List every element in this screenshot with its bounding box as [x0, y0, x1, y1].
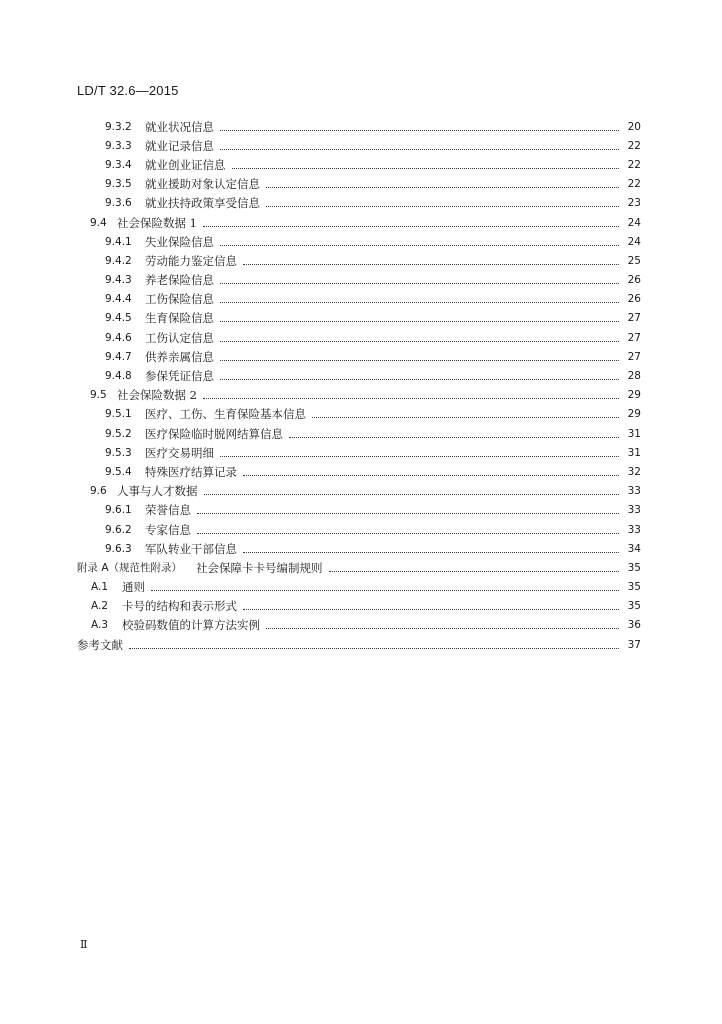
- toc-entry-page: 37: [627, 638, 641, 651]
- toc-entry[interactable]: [0, 635, 722, 654]
- dot-leader: [220, 282, 619, 284]
- toc-entry[interactable]: [0, 443, 722, 462]
- toc-entry-number: 9.4: [90, 216, 107, 229]
- toc-entry[interactable]: [0, 520, 722, 539]
- dot-leader: [243, 608, 619, 610]
- toc-entry-number: 9.5.2: [105, 427, 132, 440]
- toc-entry-page: 36: [627, 619, 641, 632]
- toc-entry[interactable]: [0, 347, 722, 366]
- toc-entry[interactable]: [0, 366, 722, 385]
- dot-leader: [289, 436, 619, 438]
- toc-entry[interactable]: [0, 482, 722, 501]
- toc-entry-title: 工伤保险信息: [145, 292, 214, 307]
- toc-entry-page: 35: [627, 600, 641, 613]
- toc-entry-number: 9.5.1: [105, 408, 132, 421]
- toc-entry-page: 33: [627, 485, 641, 498]
- toc-entry-title: 就业创业证信息: [145, 157, 226, 172]
- toc-entry-page: 34: [627, 542, 641, 555]
- toc-entry-page: 23: [627, 197, 641, 210]
- toc-entry-number: 9.4.8: [105, 370, 132, 383]
- toc-entry[interactable]: [0, 424, 722, 443]
- dot-leader: [220, 359, 619, 361]
- toc-entry-number: 9.4.1: [105, 235, 132, 248]
- toc-entry-title: 荣誉信息: [145, 503, 191, 518]
- toc-entry-page: 33: [627, 523, 641, 536]
- dot-leader: [220, 301, 619, 303]
- toc-entry-number: 9.4.3: [105, 274, 132, 287]
- toc-entry-page: 24: [627, 216, 641, 229]
- toc-entry-page: 31: [627, 446, 641, 459]
- dot-leader: [197, 532, 619, 534]
- toc-entry-title: 医疗保险临时脱网结算信息: [145, 426, 283, 441]
- toc-entry-title: 专家信息: [145, 522, 191, 537]
- toc-entry-title: 就业状况信息: [145, 119, 214, 134]
- toc-entry-page: 27: [627, 350, 641, 363]
- toc-entry-title: 工伤认定信息: [145, 330, 214, 345]
- toc-entry[interactable]: [0, 578, 722, 597]
- dot-leader: [312, 416, 619, 418]
- page-number-footer: Ⅱ: [80, 939, 88, 951]
- toc-entry-number: 9.3.3: [105, 139, 132, 152]
- dot-leader: [266, 205, 619, 207]
- toc-entry[interactable]: [0, 597, 722, 616]
- toc-entry-number: 9.5.4: [105, 465, 132, 478]
- toc-entry-number: 9.3.2: [105, 120, 132, 133]
- toc-entry[interactable]: [0, 251, 722, 270]
- toc-entry[interactable]: [0, 213, 722, 232]
- dot-leader: [220, 378, 619, 380]
- dot-leader: [266, 186, 619, 188]
- toc-entry-title: 医疗、工伤、生育保险基本信息: [145, 407, 306, 422]
- dot-leader: [243, 551, 619, 553]
- toc-entry-number: 9.4.5: [105, 312, 132, 325]
- dot-leader: [220, 340, 619, 342]
- toc-entry-page: 22: [627, 178, 641, 191]
- toc-entry[interactable]: [0, 501, 722, 520]
- toc-entry-page: 32: [627, 465, 641, 478]
- toc-entry-number: 9.5.3: [105, 446, 132, 459]
- toc-entry[interactable]: [0, 175, 722, 194]
- toc-entry-title: 社会保障卡卡号编制规则: [196, 560, 323, 575]
- dot-leader: [203, 397, 619, 399]
- toc-entry-title: 军队转业干部信息: [145, 541, 237, 556]
- toc-entry-page: 35: [627, 581, 641, 594]
- dot-leader: [243, 263, 619, 265]
- dot-leader: [220, 148, 619, 150]
- toc-entry[interactable]: [0, 539, 722, 558]
- toc-entry-page: 27: [627, 312, 641, 325]
- dot-leader: [243, 474, 619, 476]
- toc-entry[interactable]: [0, 328, 722, 347]
- document-code-header: LD/T 32.6—2015: [77, 83, 179, 98]
- toc-entry[interactable]: [0, 462, 722, 481]
- toc-entry-page: 20: [627, 120, 641, 133]
- toc-entry-title: 社会保险数据 2: [117, 388, 197, 403]
- toc-entry-title: 参考文献: [77, 637, 123, 652]
- toc-entry-page: 29: [627, 408, 641, 421]
- dot-leader: [204, 493, 620, 495]
- toc-entry-number: 9.3.6: [105, 197, 132, 210]
- toc-entry-number: 9.5: [90, 389, 107, 402]
- toc-entry-number: 9.6.2: [105, 523, 132, 536]
- toc-entry-number: 9.4.4: [105, 293, 132, 306]
- dot-leader: [220, 320, 619, 322]
- dot-leader: [129, 647, 619, 649]
- toc-entry-number: 9.6.3: [105, 542, 132, 555]
- toc-entry-number: 9.6: [90, 485, 107, 498]
- table-of-contents: [0, 117, 722, 654]
- toc-entry-page: 35: [627, 561, 641, 574]
- toc-entry[interactable]: [0, 194, 722, 213]
- dot-leader: [220, 129, 619, 131]
- toc-entry[interactable]: [0, 309, 722, 328]
- toc-entry-number: 附录 A（规范性附录）: [77, 562, 183, 575]
- toc-entry[interactable]: [0, 117, 722, 136]
- toc-entry[interactable]: [0, 616, 722, 635]
- toc-entry-page: 26: [627, 293, 641, 306]
- toc-entry-title: 卡号的结构和表示形式: [122, 599, 237, 614]
- toc-entry-title: 就业记录信息: [145, 138, 214, 153]
- toc-entry-title: 社会保险数据 1: [117, 215, 197, 230]
- toc-entry-page: 25: [627, 254, 641, 267]
- toc-entry-page: 24: [627, 235, 641, 248]
- dot-leader: [203, 225, 619, 227]
- dot-leader: [266, 627, 619, 629]
- toc-entry[interactable]: [0, 136, 722, 155]
- toc-entry[interactable]: [0, 155, 722, 174]
- toc-entry-page: 28: [627, 370, 641, 383]
- toc-entry[interactable]: [0, 232, 722, 251]
- toc-entry-title: 参保凭证信息: [145, 369, 214, 384]
- dot-leader: [197, 512, 619, 514]
- toc-entry-number: A.2: [91, 600, 109, 613]
- toc-entry-title: 就业援助对象认定信息: [145, 177, 260, 192]
- dot-leader: [220, 244, 619, 246]
- toc-entry-title: 通则: [122, 580, 145, 595]
- toc-entry[interactable]: [0, 558, 722, 577]
- toc-entry-page: 26: [627, 274, 641, 287]
- toc-entry-number: A.3: [91, 619, 109, 632]
- toc-entry-page: 22: [627, 158, 641, 171]
- toc-entry[interactable]: [0, 290, 722, 309]
- toc-entry-title: 生育保险信息: [145, 311, 214, 326]
- toc-entry-title: 失业保险信息: [145, 234, 214, 249]
- toc-entry-title: 人事与人才数据: [117, 484, 198, 499]
- dot-leader: [329, 570, 619, 572]
- dot-leader: [220, 455, 619, 457]
- toc-entry-title: 养老保险信息: [145, 273, 214, 288]
- toc-entry-page: 27: [627, 331, 641, 344]
- toc-entry-title: 就业扶持政策享受信息: [145, 196, 260, 211]
- dot-leader: [151, 589, 619, 591]
- toc-entry-title: 校验码数值的计算方法实例: [122, 618, 260, 633]
- toc-entry-page: 33: [627, 504, 641, 517]
- toc-entry[interactable]: [0, 271, 722, 290]
- toc-entry-number: 9.6.1: [105, 504, 132, 517]
- toc-entry-number: 9.4.2: [105, 254, 132, 267]
- toc-entry-number: 9.4.6: [105, 331, 132, 344]
- toc-entry-title: 供养亲属信息: [145, 349, 214, 364]
- toc-entry-number: 9.4.7: [105, 350, 132, 363]
- toc-entry-page: 22: [627, 139, 641, 152]
- toc-entry-number: 9.3.5: [105, 178, 132, 191]
- toc-entry[interactable]: [0, 405, 722, 424]
- toc-entry-title: 劳动能力鉴定信息: [145, 253, 237, 268]
- toc-entry-title: 医疗交易明细: [145, 445, 214, 460]
- toc-entry[interactable]: [0, 386, 722, 405]
- dot-leader: [232, 167, 620, 169]
- toc-entry-page: 31: [627, 427, 641, 440]
- toc-entry-number: 9.3.4: [105, 158, 132, 171]
- toc-entry-page: 29: [627, 389, 641, 402]
- toc-entry-number: A.1: [91, 581, 109, 594]
- toc-entry-title: 特殊医疗结算记录: [145, 464, 237, 479]
